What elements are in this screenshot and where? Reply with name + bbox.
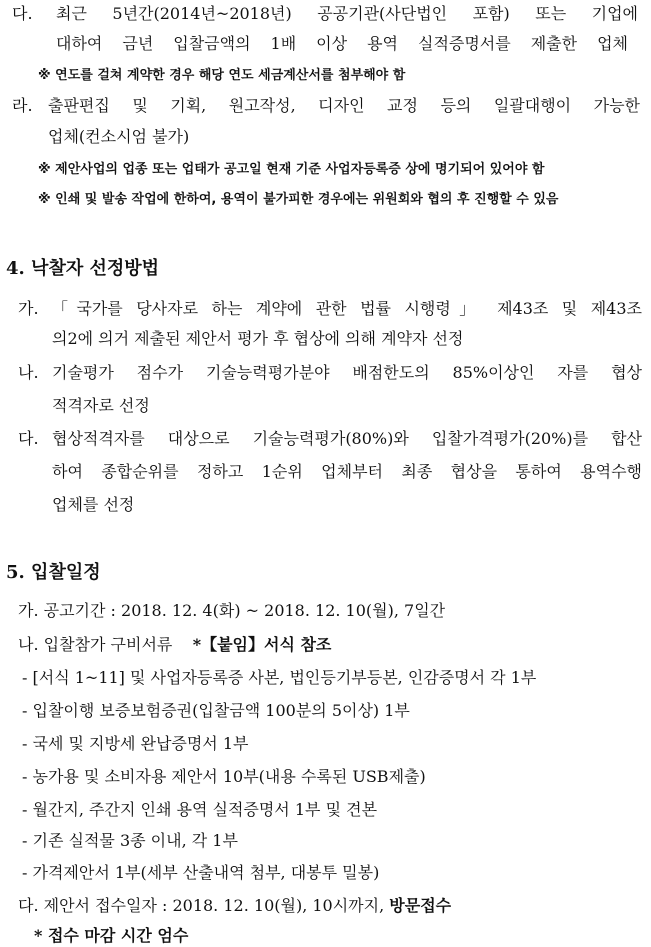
s5-deadline-note: * 접수 마감 시간 엄수: [34, 926, 189, 945]
section-4-title: 4. 낙찰자 선정방법: [6, 258, 160, 279]
s4-item-da-marker: 다.: [18, 429, 39, 448]
s4-item-na-line1: 기술평가 점수가 기술능력평가분야 배점한도의 85%이상인 자를 협상: [52, 363, 642, 382]
s4-item-da-line1: 협상적격자를 대상으로 기술능력평가(80%)와 입찰가격평가(20%)를 합산: [52, 429, 642, 448]
s5-document-item: - [서식 1~11] 및 사업자등록증 사본, 법인등기부등본, 인감증명서 각 1부: [22, 668, 537, 687]
s5-item-na: [18, 634, 331, 656]
s5-item-da: [18, 895, 451, 917]
s5-item-da-text: 다. 제안서 접수일자 : 2018. 12. 10(월), 10시까지,: [18, 896, 385, 915]
s4-item-ga-line2: 의2에 의거 제출된 제안서 평가 후 협상에 의해 계약자 선정: [52, 329, 464, 348]
item-da-line2: 대하여 금년 입찰금액의 1배 이상 용역 실적증명서를 제출한 업체: [56, 34, 628, 53]
note-business-type: ※ 제안사업의 업종 또는 업태가 공고일 현재 기준 사업자등록증 상에 명기되어 있어야 함: [38, 162, 545, 177]
note-printing: ※ 인쇄 및 발송 작업에 한하여, 용역이 불가피한 경우에는 위원회와 협의 후 진행할 수 있음: [38, 192, 559, 207]
s5-document-item: - 가격제안서 1부(세부 산출내역 첨부, 대봉투 밀봉): [22, 863, 380, 882]
s4-item-da-line2: 하여 종합순위를 정하고 1순위 업체부터 최종 협상을 통하여 용역수행: [52, 462, 642, 481]
item-ra-line2: 업체(컨소시엄 불가): [48, 127, 190, 146]
s5-attachment-ref: *【붙임】서식 참조: [192, 635, 332, 654]
s4-item-na-marker: 나.: [18, 363, 39, 382]
s5-document-item: - 월간지, 주간지 인쇄 용역 실적증명서 1부 및 견본: [22, 800, 378, 819]
item-ra-marker: 라.: [12, 96, 33, 115]
note-tax-invoice: ※ 연도를 걸쳐 계약한 경우 해당 연도 세금계산서를 첨부해야 함: [38, 68, 406, 83]
section-5-title: 5. 입찰일정: [6, 562, 101, 583]
s5-visit-submission: 방문접수: [389, 896, 452, 915]
s5-item-na-text: 나. 입찰참가 구비서류: [18, 635, 173, 654]
s4-item-ga-line1: 「국가를 당사자로 하는 계약에 관한 법률 시행령」 제43조 및 제43조: [52, 299, 642, 318]
item-da-line1: 최근 5년간(2014년~2018년) 공공기관(사단법인 포함) 또는 기업에: [56, 4, 638, 23]
s5-document-item: - 국세 및 지방세 완납증명서 1부: [22, 734, 249, 753]
s4-item-da-line3: 업체를 선정: [52, 495, 135, 514]
s5-document-item: - 입찰이행 보증보험증권(입찰금액 100분의 5이상) 1부: [22, 701, 410, 720]
item-da-marker: 다.: [12, 4, 33, 23]
s5-item-ga: 가. 공고기간 : 2018. 12. 4(화) ~ 2018. 12. 10(월), 7일간: [18, 601, 446, 620]
item-ra-line1: 출판편집 및 기획, 원고작성, 디자인 교정 등의 일괄대행이 가능한: [48, 96, 640, 115]
s5-document-item: - 농가용 및 소비자용 제안서 10부(내용 수록된 USB제출): [22, 767, 426, 786]
s4-item-na-line2: 적격자로 선정: [52, 396, 150, 415]
s4-item-ga-marker: 가.: [18, 299, 39, 318]
s5-document-item: - 기존 실적물 3종 이내, 각 1부: [22, 831, 238, 850]
